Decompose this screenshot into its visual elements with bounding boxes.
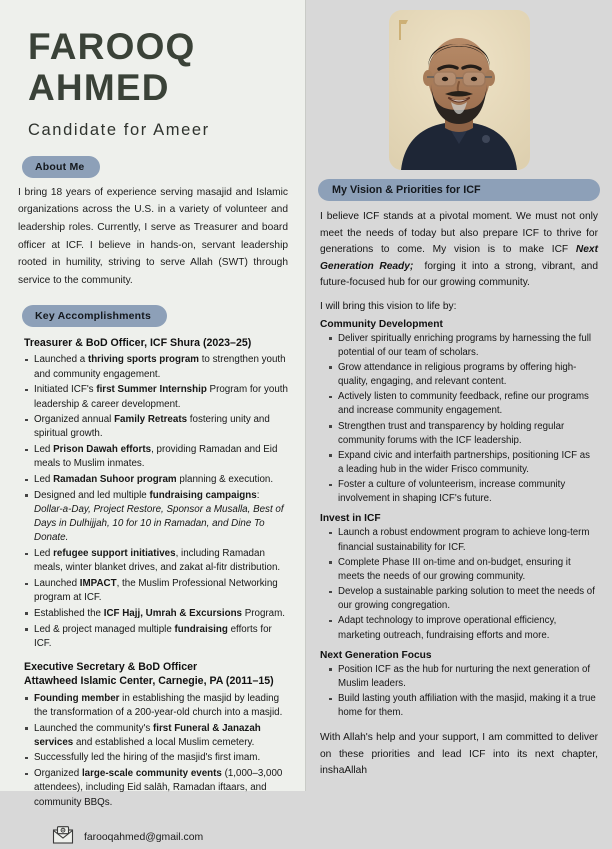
role-2-title-line2: Attawheed Islamic Center, Carnegie, PA (2011–15)	[24, 675, 274, 688]
list-item: Led Prison Dawah efforts, providing Ramadan and Eid meals to Muslim inmates.	[24, 443, 290, 471]
list-item: Actively listen to community feedback, refine our programs and increase community engagement.	[328, 390, 598, 418]
email-address[interactable]: farooqahmed@gmail.com	[84, 831, 204, 843]
section-title: Next Generation Focus	[320, 649, 432, 661]
left-column	[0, 0, 306, 843]
list-item: Launched the community's first Funeral & Janazah services and established a local Muslim cemetery.	[24, 722, 290, 750]
role-1-bullets	[24, 353, 290, 651]
role-2-bullets	[24, 692, 290, 810]
portrait-photo	[389, 10, 530, 170]
list-item: Launch a robust endowment program to achieve long-term financial sustainability for ICF.	[328, 526, 598, 554]
list-item: Build lasting youth affiliation with the masjid, making it a true home for them.	[328, 692, 598, 720]
name-block	[14, 0, 292, 140]
section-title: Invest in ICF	[320, 513, 381, 525]
list-item: Position ICF as the hub for nurturing the next generation of Muslim leaders.	[328, 663, 598, 691]
right-column	[306, 0, 612, 791]
vision-priorities-badge: My Vision & Priorities for ICF	[318, 179, 600, 201]
list-item: Strengthen trust and transparency by holding regular community forums with the ICF leadership.	[328, 420, 598, 448]
vision-sections	[318, 319, 600, 721]
role-2-title-line1: Executive Secretary & BoD Officer	[24, 661, 198, 674]
section-bullets	[328, 526, 598, 642]
list-item: Led & project managed multiple fundraising efforts for ICF.	[24, 623, 290, 651]
photo-wrapper	[318, 0, 600, 170]
list-item: Grow attendance in religious programs by offering high-quality, engaging, and relevant content.	[328, 361, 598, 389]
role-2-title	[24, 660, 292, 689]
vision-lead-text: I will bring this vision to life by:	[320, 300, 457, 312]
list-item: Designed and led multiple fundraising campaigns: Dollar-a-Day, Project Restore, Sponsor a Musalla, Best of Days in Dulhijjah, 10 for 10 in Ramadan, and Dine To Donate.	[24, 489, 290, 546]
section-bullets	[328, 332, 598, 507]
list-item: Founding member in establishing the masjid by leading the transformation of a 200-year-old church into a masjid.	[24, 692, 290, 720]
list-item: Expand civic and interfaith partnerships, positioning ICF as a leading hub in the wider Frisco community.	[328, 449, 598, 477]
envelope-icon	[52, 826, 74, 849]
about-me-text: I bring 18 years of experience serving masajid and Islamic organizations across the U.S. in a variety of volunteer and leadership roles. Currently, I serve as Treasurer and board officer at ICF. I believe in hands-on, servant leadership rooted in humility, striving to serve Allah (SWT) through service to the community.	[18, 186, 288, 286]
key-accomplishments-badge: Key Accomplishments	[22, 305, 167, 327]
list-item: Launched IMPACT, the Muslim Professional Networking program at ICF.	[24, 577, 290, 605]
about-badge-row	[22, 156, 292, 178]
list-item: Complete Phase III on-time and on-budget, ensuring it meets the needs of our growing community.	[328, 556, 598, 584]
contact-row[interactable]	[52, 826, 292, 849]
candidate-subtitle: Candidate for Ameer	[28, 120, 210, 139]
list-item: Led Ramadan Suhoor program planning & execution.	[24, 473, 290, 487]
list-item: Initiated ICF's first Summer Internship Program for youth leadership & career development.	[24, 383, 290, 411]
vision-intro-text: I believe ICF stands at a pivotal moment. We must not only meet the needs of today but also prepare ICF to thrive for generations to come. My vision is to make ICF Next Generation Ready; forging it into a strong, vibrant, and future-focused hub for our growing community.	[320, 211, 598, 289]
closing-text: With Allah's help and your support, I am committed to deliver on these priorities and lead ICF into its next chapter, inshaAllah	[320, 732, 598, 777]
list-item: Adapt technology to improve operational efficiency, marketing outreach, fundraising efforts and more.	[328, 614, 598, 642]
vision-badge-row	[318, 179, 600, 201]
list-item: Organized large-scale community events (1,000–3,000 attendees), including Eid salāh, Ramadan iftaars, and community BBQs.	[24, 767, 290, 810]
list-item: Successfully led the hiring of the masjid's first imam.	[24, 751, 290, 765]
list-item: Foster a culture of volunteerism, increase community involvement in shaping ICF's future.	[328, 478, 598, 506]
role-1-title: Treasurer & BoD Officer, ICF Shura (2023–25)	[24, 337, 252, 350]
first-name: FAROOQ	[28, 26, 196, 67]
list-item: Organized annual Family Retreats fostering unity and spiritual growth.	[24, 413, 290, 441]
accomplishments-badge-row	[22, 305, 292, 327]
list-item: Develop a sustainable parking solution to meet the needs of our growing congregation.	[328, 585, 598, 613]
list-item: Established the ICF Hajj, Umrah & Excursions Program.	[24, 607, 290, 621]
list-item: Deliver spiritually enriching programs by harnessing the full potential of our team of scholars.	[328, 332, 598, 360]
last-name: AHMED	[28, 67, 170, 109]
section-title: Community Development	[320, 318, 443, 330]
list-item: Led refugee support initiatives, including Ramadan meals, winter blanket drives, and zakat al-fitr distribution.	[24, 547, 290, 575]
about-me-badge: About Me	[22, 156, 100, 178]
section-bullets	[328, 663, 598, 721]
list-item: Launched a thriving sports program to strengthen youth and community engagement.	[24, 353, 290, 381]
